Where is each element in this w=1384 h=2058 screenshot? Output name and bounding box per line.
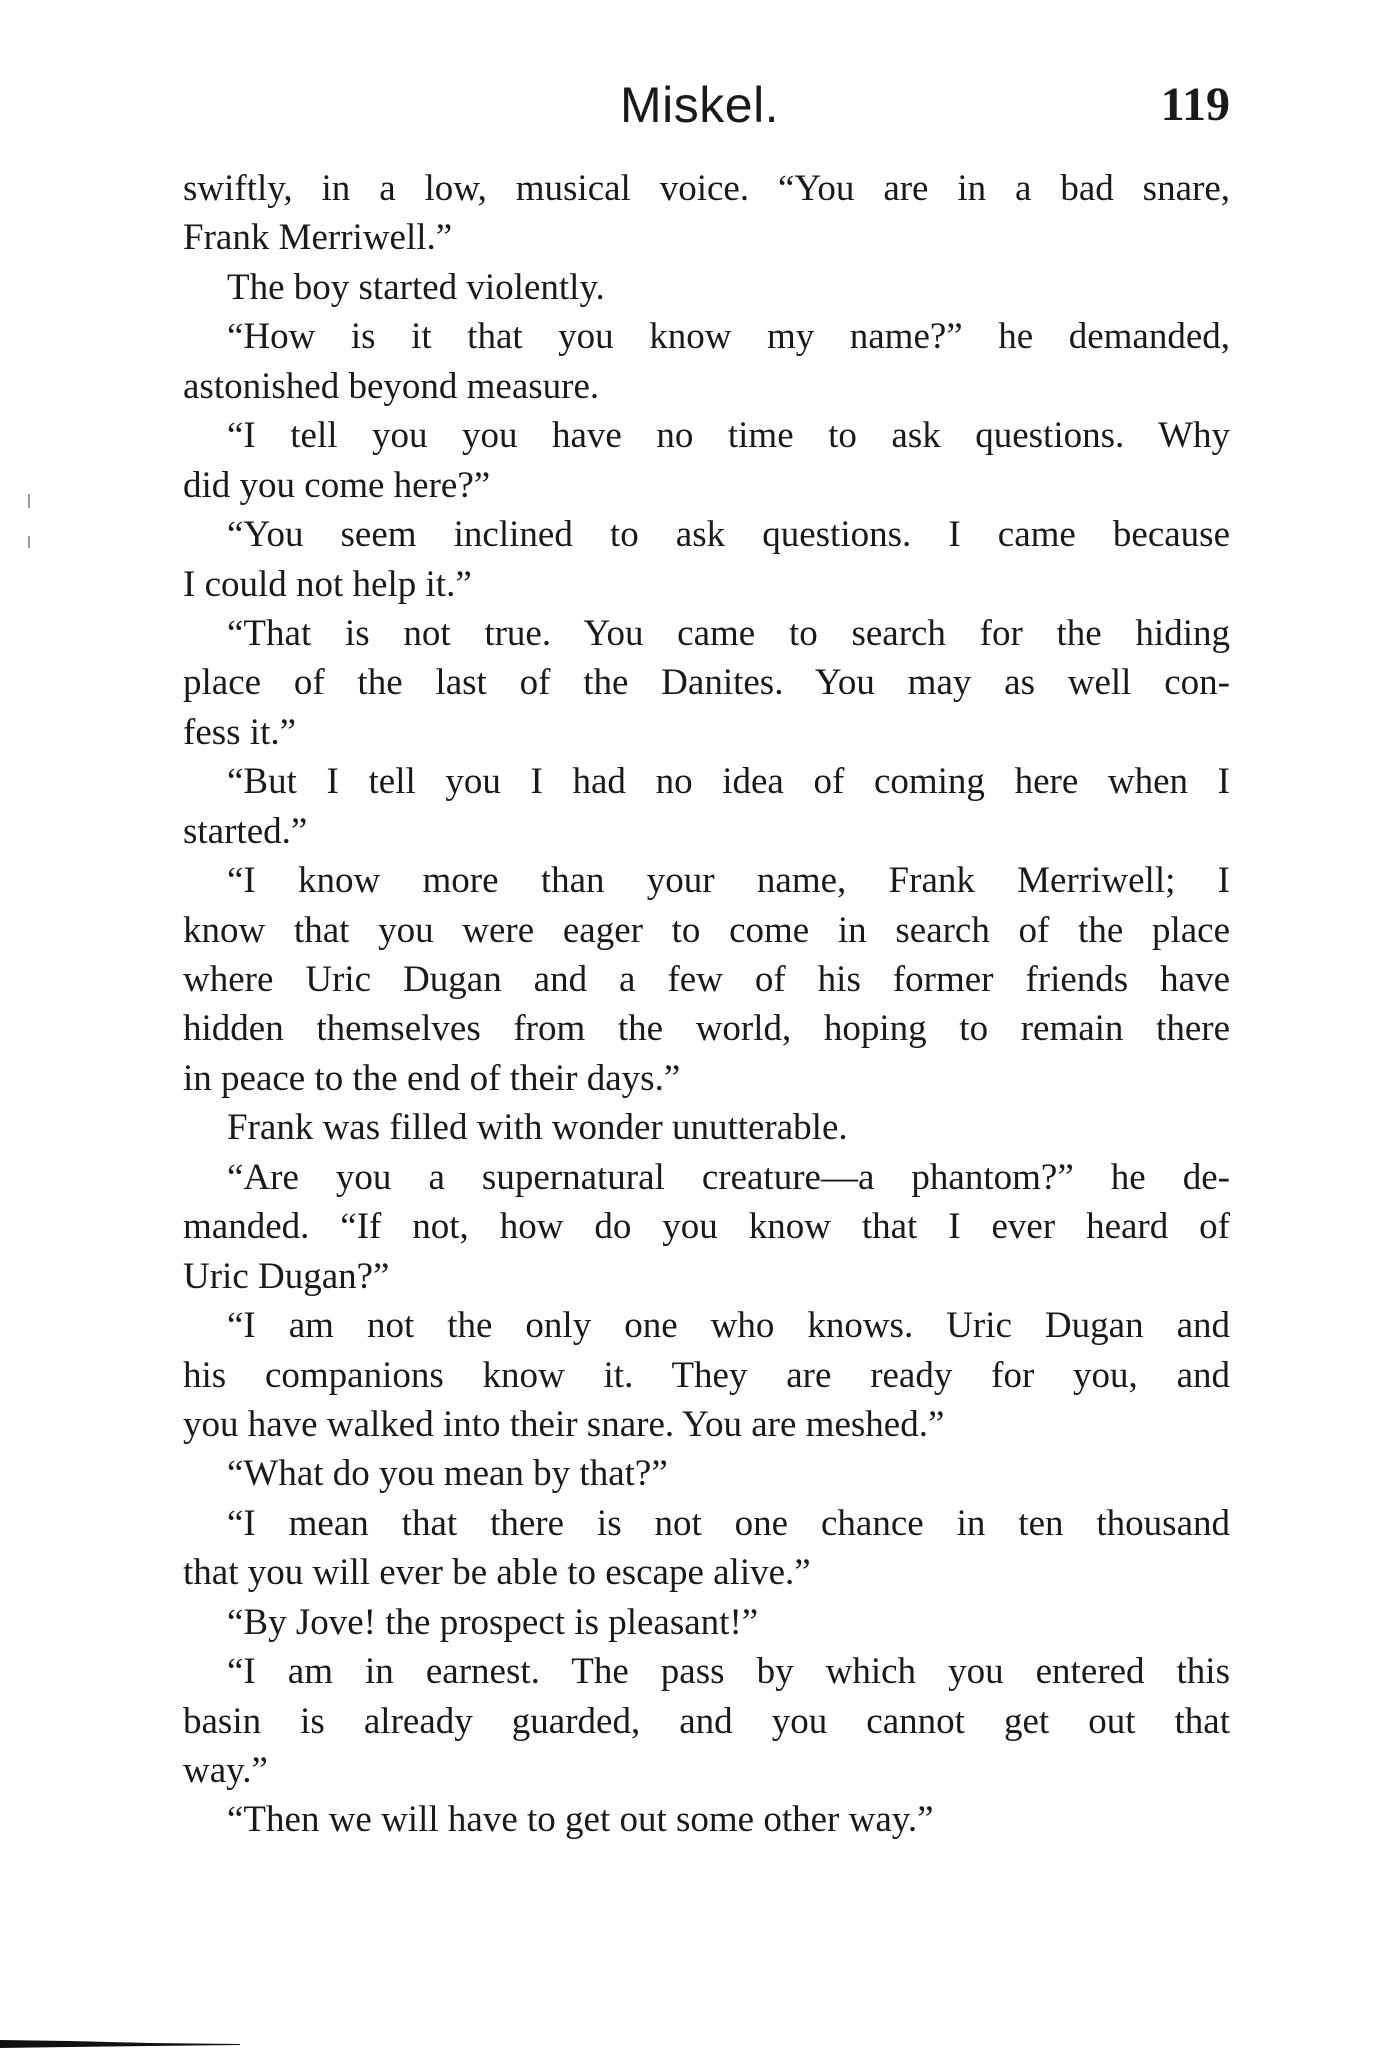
text-line: in peace to the end of their days.” bbox=[183, 1057, 681, 1099]
text-line: hidden themselves from the world, hoping to remain there bbox=[183, 1008, 1230, 1050]
margin-speck bbox=[28, 494, 30, 508]
text-line: his companions know it. They are ready for you, and bbox=[183, 1354, 1230, 1396]
text-line: manded. “If not, how do you know that I ever heard of bbox=[183, 1206, 1230, 1248]
text-line: “I tell you you have no time to ask questions. Why bbox=[227, 415, 1230, 457]
text-line: “By Jove! the prospect is pleasant!” bbox=[227, 1601, 759, 1643]
text-line: Frank Merriwell.” bbox=[183, 217, 453, 259]
running-head bbox=[180, 70, 1230, 140]
text-line: Frank was filled with wonder unutterable. bbox=[227, 1107, 848, 1149]
text-line: Uric Dugan?” bbox=[183, 1255, 390, 1297]
text-line: “What do you mean by that?” bbox=[227, 1453, 668, 1495]
text-line: way.” bbox=[183, 1750, 268, 1791]
page-number: 119 bbox=[1160, 78, 1230, 131]
text-line: “Are you a supernatural creature—a phantom?” he de- bbox=[227, 1156, 1230, 1198]
text-line: “I know more than your name, Frank Merriwell; I bbox=[227, 860, 1230, 902]
text-line: The boy started violently. bbox=[227, 266, 605, 308]
text-line: “I am not the only one who knows. Uric Dugan and bbox=[227, 1305, 1230, 1347]
text-line: “I mean that there is not one chance in ten thousand bbox=[227, 1502, 1230, 1544]
ink-smudge bbox=[0, 2038, 240, 2048]
body-text bbox=[183, 164, 1230, 1845]
text-line: basin is already guarded, and you cannot get out that bbox=[183, 1700, 1230, 1742]
text-line: “But I tell you I had no idea of coming here when I bbox=[227, 761, 1230, 803]
text-line: fess it.” bbox=[183, 711, 297, 753]
text-line: “How is it that you know my name?” he demanded, bbox=[227, 316, 1230, 358]
running-title: Miskel. bbox=[620, 77, 780, 133]
text-line: you have walked into their snare. You are meshed.” bbox=[183, 1403, 945, 1445]
text-line: I could not help it.” bbox=[183, 563, 472, 605]
text-line: know that you were eager to come in search of the place bbox=[183, 909, 1230, 951]
text-line: started.” bbox=[183, 810, 308, 852]
text-line: “That is not true. You came to search for the hiding bbox=[227, 612, 1230, 654]
text-line: place of the last of the Danites. You may as well con- bbox=[183, 662, 1230, 704]
text-line: “I am in earnest. The pass by which you entered this bbox=[227, 1651, 1230, 1693]
text-line: “You seem inclined to ask questions. I came because bbox=[227, 514, 1230, 556]
margin-speck bbox=[28, 536, 30, 548]
text-line: did you come here?” bbox=[183, 464, 491, 506]
text-line: that you will ever be able to escape alive.” bbox=[183, 1552, 811, 1594]
text-line: “Then we will have to get out some other way.” bbox=[227, 1799, 934, 1841]
text-line: swiftly, in a low, musical voice. “You are in a bad snare, bbox=[183, 168, 1230, 209]
text-line: astonished beyond measure. bbox=[183, 365, 600, 407]
text-line: where Uric Dugan and a few of his former friends have bbox=[183, 959, 1230, 1000]
